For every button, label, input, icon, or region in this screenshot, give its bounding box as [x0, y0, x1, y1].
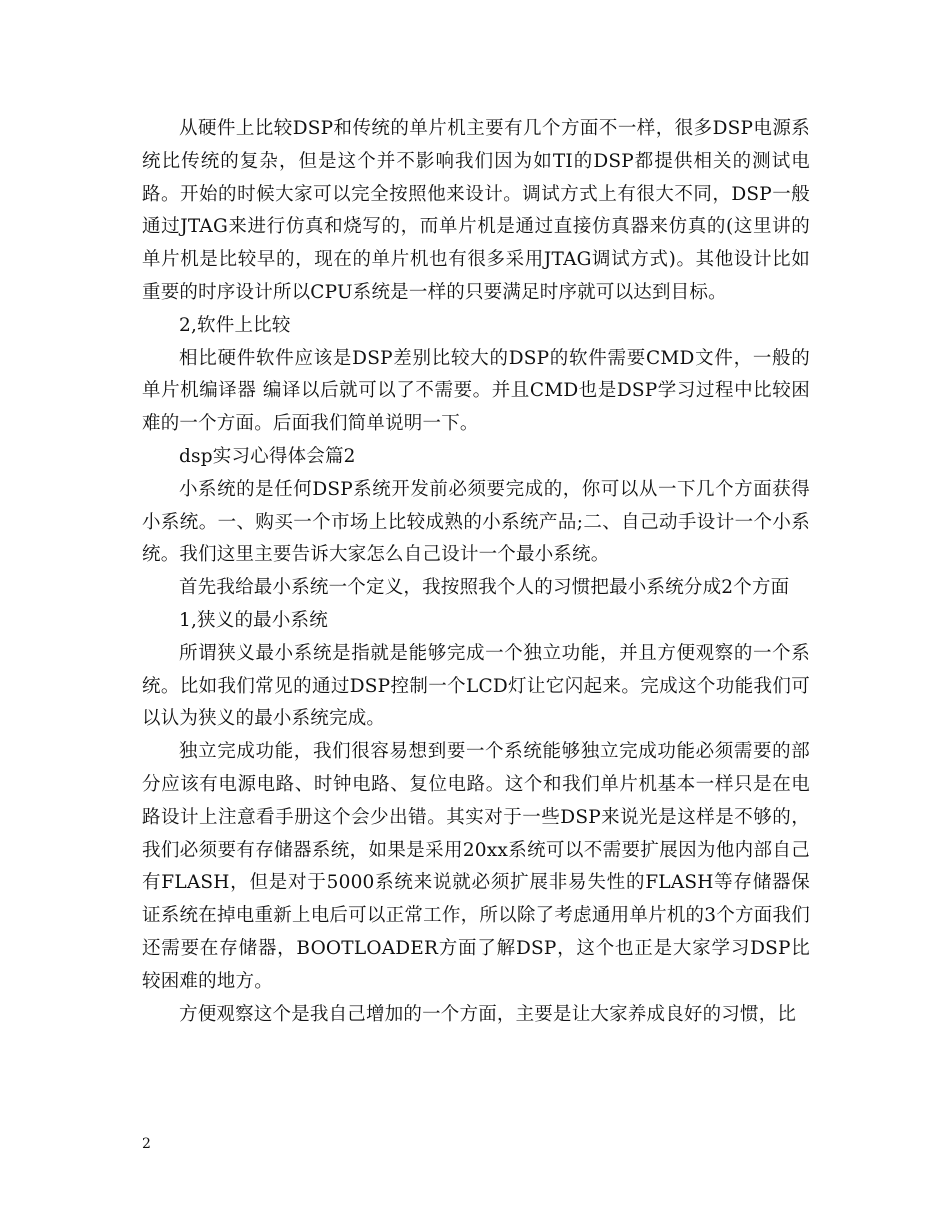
heading-article-part-2: dsp实习心得体会篇2 — [179, 445, 356, 467]
heading-software-comparison: 2,软件上比较 — [179, 314, 291, 336]
paragraph-software-comparison: 相比硬件软件应该是DSP差别比较大的DSP的软件需要CMD文件，一般的单片机编译器 编译以后就可以了不需要。并且CMD也是DSP学习过程中比较困难的一个方面。后面我们简单说明一下。 — [142, 347, 810, 435]
page-number: 2 — [142, 1136, 151, 1152]
paragraph-minimal-system-definition: 首先我给最小系统一个定义，我按照我个人的习惯把最小系统分成2个方面 — [179, 577, 790, 599]
paragraph-hardware-comparison: 从硬件上比较DSP和传统的单片机主要有几个方面不一样，很多DSP电源系统比传统的复杂，但是这个并不影响我们因为如TI的DSP都提供相关的测试电路。开始的时候大家可以完全按照他来设计。调试方式上有很大不同，DSP一般通过JTAG来进行仿真和烧写的，而单片机是通过直接仿真器来仿真的(这里讲的单片机是比较早的，现在的单片机也有很多采用JTAG调试方式)。其他设计比如重要的时序设计所以CPU系统是一样的只要满足时序就可以达到目标。 — [142, 118, 810, 303]
paragraph-narrow-minimal-system: 所谓狭义最小系统是指就是能够完成一个独立功能，并且方便观察的一个系统。比如我们常见的通过DSP控制一个LCD灯让它闪起来。完成这个功能我们可以认为狭义的最小系统完成。 — [142, 642, 810, 730]
paragraph-easy-observation: 方便观察这个是我自己增加的一个方面，主要是让大家养成良好的习惯，比 — [179, 1003, 797, 1025]
heading-narrow-minimal-system: 1,狭义的最小系统 — [179, 609, 328, 631]
document-body — [142, 113, 810, 1031]
paragraph-independent-function: 独立完成功能，我们很容易想到要一个系统能够独立完成功能必须需要的部分应该有电源电路、时钟电路、复位电路。这个和我们单片机基本一样只是在电路设计上注意看手册这个会少出错。其实对于一些DSP来说光是这样是不够的，我们必须要有存储器系统，如果是采用20xx系统可以不需要扩展因为他内部自己有FLASH，但是对于5000系统来说就必须扩展非易失性的FLASH等存储器保证系统在掉电重新上电后可以正常工作，所以除了考虑通用单片机的3个方面我们还需要在存储器，BOOTLOADER方面了解DSP，这个也正是大家学习DSP比较困难的地方。 — [142, 741, 810, 992]
paragraph-minimal-system-intro: 小系统的是任何DSP系统开发前必须要完成的，你可以从一下几个方面获得小系统。一、购买一个市场上比较成熟的小系统产品;二、自己动手设计一个小系统。我们这里主要告诉大家怎么自己设计一个最小系统。 — [142, 478, 810, 566]
